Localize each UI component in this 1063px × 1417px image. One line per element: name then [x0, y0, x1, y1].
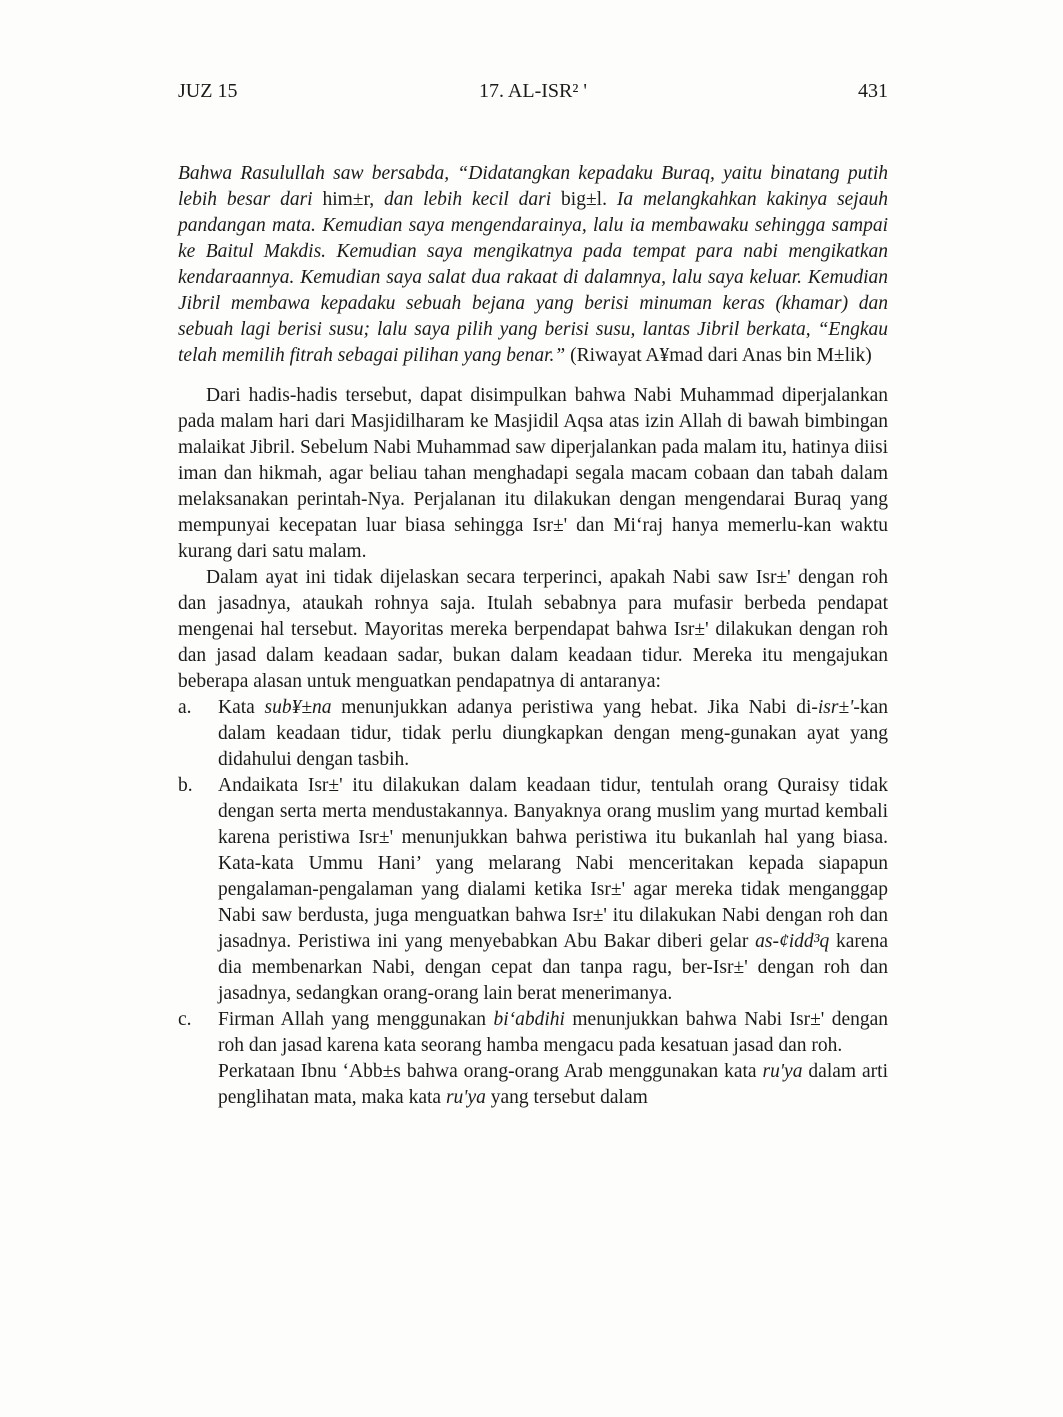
text-run: isr±': [817, 697, 854, 718]
body-paragraph: [178, 383, 888, 565]
text-run: Dalam ayat ini tidak dijelaskan secara terperinci, apakah Nabi saw Isr±' dengan roh dan jasadnya, ataukah rohnya saja. Itulah sebabnya para mufasir berbeda pendapat mengenai hal tersebut. Mayoritas mereka berpendapat bahwa Isr±' dilakukan dengan roh dan jasad dalam keadaan sadar, bukan dalam keadaan tidur. Mereka itu mengajukan beberapa alasan untuk menguatkan pendapatnya di antaranya:: [178, 567, 888, 692]
text-run: Bahwa Rasulullah saw bersabda, “Didatangkan kepadaku Buraq, yaitu binatang putih lebih besar dari: [178, 163, 888, 210]
text-run: Kata: [218, 697, 265, 718]
list-item-label: b.: [178, 775, 193, 796]
text-run: Andaikata Isr±' itu dilakukan dalam keadaan tidur, tentulah orang Quraisy tidak dengan serta merta mendustakannya. Banyaknya orang muslim yang murtad kembali karena peristiwa Isr±' menunjukkan bahwa peristiwa itu bukanlah hal yang biasa. Kata-kata Ummu Hani’ yang melarang Nabi menceritakan kepada siapapun pengalaman-pengalaman yang dialami ketika Isr±' agar mereka tidak menganggap Nabi saw berdusta, juga menguatkan bahwa Isr±' itu dilakukan Nabi dengan roh dan jasadnya. Peristiwa ini yang menyebabkan Abu Bakar diberi gelar: [218, 775, 888, 952]
text-run: him±r,: [322, 189, 375, 210]
header-juz-label: JUZ 15: [178, 80, 238, 102]
text-run: Firman Allah yang menggunakan: [218, 1009, 494, 1030]
text-run: (Riwayat A¥mad dari Anas bin M±lik): [565, 345, 872, 366]
list-item-text: [218, 773, 888, 1007]
text-run: -kan dalam keadaan tidur, tidak perlu diungkapkan dengan meng-gunakan ayat yang didahului dengan tasbih.: [218, 697, 888, 770]
header-page-number: 431: [858, 80, 888, 102]
body-paragraph: [178, 565, 888, 695]
list-item-text: [218, 695, 888, 773]
hadith-quote-paragraph: [178, 161, 888, 369]
list-item-c: [178, 1007, 888, 1111]
text-run: dalam arti penglihatan mata, maka kata: [218, 1061, 888, 1108]
text-run: dan lebih kecil dari: [374, 189, 562, 210]
page-header: [178, 78, 888, 104]
text-run: karena dia membenarkan Nabi, dengan cepat dan tanpa ragu, ber-Isr±' dengan roh dan jasadnya, sedangkan orang-orang lain berat menerimanya.: [218, 931, 888, 1004]
text-run: as-¢idd³q: [755, 931, 830, 952]
text-run: ru'ya: [762, 1061, 803, 1082]
text-run: Dari hadis-hadis tersebut, dapat disimpulkan bahwa Nabi Muhammad diperjalankan pada malam hari dari Masjidilharam ke Masjidil Aqsa atas izin Allah di bawah bimbingan malaikat Jibril. Sebelum Nabi Muhammad saw diperjalankan pada malam itu, hatinya diisi iman dan hikmah, agar beliau tahan menghadapi segala macam cobaan dan tabah dalam melaksanakan perintah-Nya. Perjalanan itu dilakukan dengan mengendarai Buraq yang mempunyai kecepatan luar biasa sehingga Isr±' dan Mi‘raj hanya memerlu-kan waktu kurang dari satu malam.: [178, 385, 888, 562]
list-item-label: a.: [178, 697, 192, 718]
list-item-text: [218, 1007, 888, 1059]
list-item-continuation: [218, 1059, 888, 1111]
text-run: big±l.: [561, 189, 607, 210]
text-run: menunjukkan bahwa Nabi Isr±' dengan roh dan jasad karena kata seorang hamba mengacu pada kesatuan jasad dan roh.: [218, 1009, 889, 1056]
list-item-label: c.: [178, 1009, 192, 1030]
text-run: Perkataan Ibnu ‘Abb±s bahwa orang-orang Arab menggunakan kata: [218, 1061, 763, 1082]
text-run: Ia melangkahkan kakinya sejauh pandangan mata. Kemudian saya mengendarainya, lalu ia membawaku sehingga sampai ke Baitul Makdis. Kemudian saya mengikatnya pada tempat para nabi mengikatkan kendaraannya. Kemudian saya salat dua rakaat di dalamnya, lalu saya keluar. Kemudian Jibril membawa kepadaku sebuah bejana yang berisi minuman keras (khamar) dan sebuah lagi berisi susu; lalu saya pilih yang berisi susu, lantas Jibril berkata, “Engkau telah memilih fitrah sebagai pilihan yang benar.”: [178, 189, 888, 366]
header-surah-title: 17. AL-ISR² ': [479, 80, 587, 102]
list-item-b: [178, 773, 888, 1007]
argument-list: [178, 695, 888, 1111]
list-item-a: [178, 695, 888, 773]
text-run: sub¥±na: [264, 697, 332, 718]
text-run: ru'ya: [445, 1087, 486, 1108]
text-run: menunjukkan adanya peristiwa yang hebat. Jika Nabi di-: [331, 697, 818, 718]
text-run: yang tersebut dalam: [485, 1087, 648, 1108]
text-run: bi‘abdihi: [493, 1009, 565, 1030]
text-column: [178, 78, 888, 1111]
